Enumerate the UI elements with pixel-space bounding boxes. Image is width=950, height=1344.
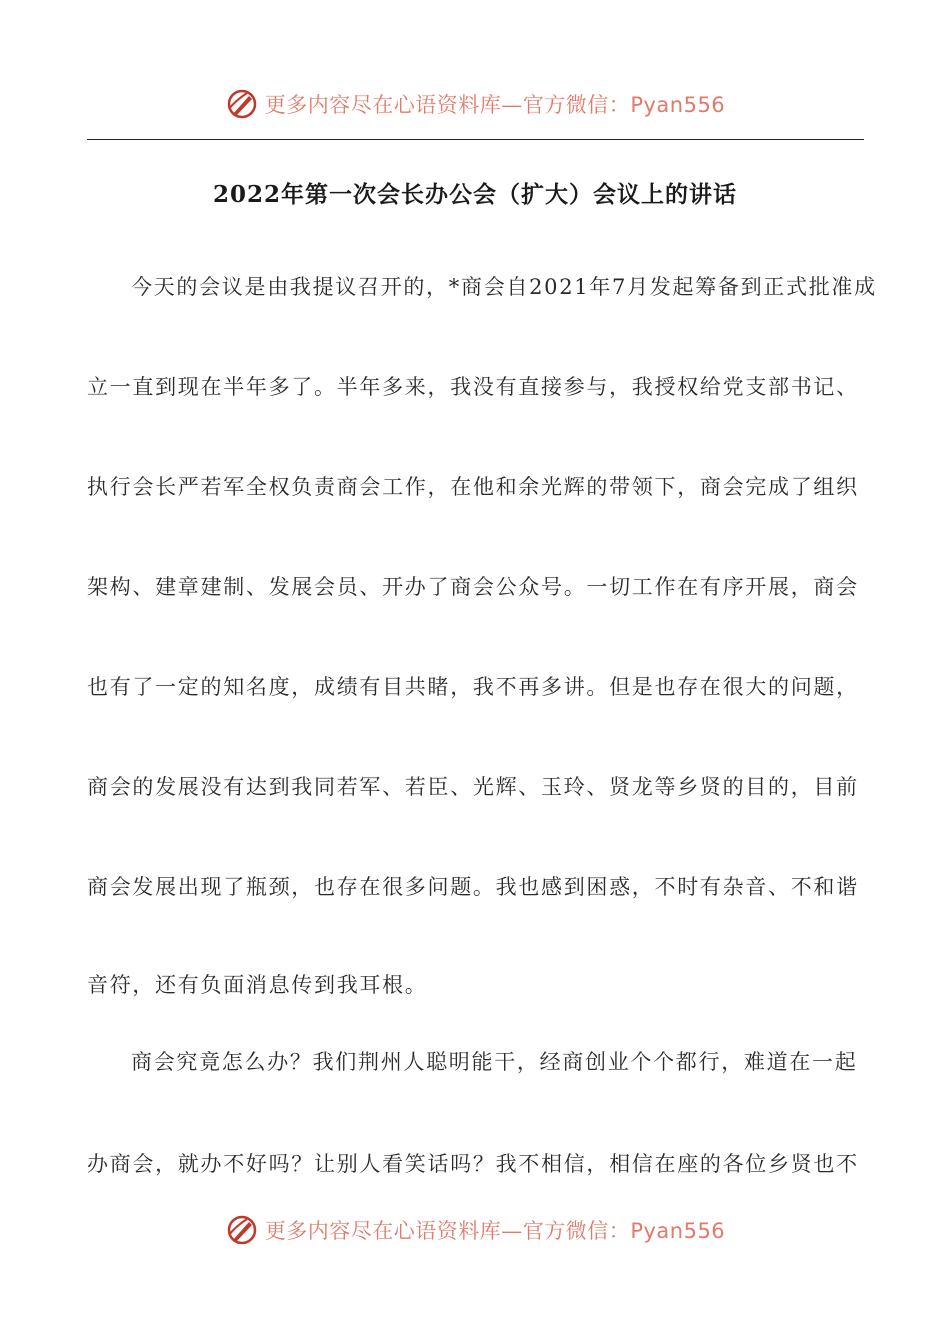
footer-banner-main: 更多内容尽在心语资料库—官方微信：	[264, 1219, 631, 1243]
pen-logo-icon	[225, 87, 259, 121]
paragraph-line: 也有了一定的知名度，成绩有目共睹，我不再多讲。但是也存在很大的问题，	[87, 675, 859, 699]
footer-banner-id: Pyan556	[630, 1219, 726, 1243]
paragraph-line: 执行会长严若军全权负责商会工作，在他和余光辉的带领下，商会完成了组织	[87, 475, 859, 499]
paragraph-line: 音符，还有负面消息传到我耳根。	[87, 973, 428, 997]
header-banner-main: 更多内容尽在心语资料库—官方微信：	[264, 93, 631, 117]
paragraph-line: 办商会，就办不好吗？让别人看笑话吗？我不相信，相信在座的各位乡贤也不	[87, 1152, 859, 1176]
paragraph-line: 商会究竟怎么办？我们荆州人聪明能干，经商创业个个都行，难道在一起	[131, 1050, 858, 1074]
header-banner	[0, 82, 950, 126]
paragraph-line: 商会的发展没有达到我同若军、若臣、光辉、玉玲、贤龙等乡贤的目的，目前	[87, 775, 859, 799]
paragraph-line: 商会发展出现了瓶颈，也存在很多问题。我也感到困惑，不时有杂音、不和谐	[87, 875, 859, 899]
paragraph-line: 架构、建章建制、发展会员、开办了商会公众号。一切工作在有序开展，商会	[87, 575, 859, 599]
paragraph-line: 今天的会议是由我提议召开的，*商会自2021年7月发起筹备到正式批准成	[131, 275, 877, 299]
footer-banner-text	[265, 1215, 725, 1245]
document-title: 2022年第一次会长办公会（扩大）会议上的讲话	[212, 181, 737, 208]
header-divider	[87, 139, 864, 140]
pen-logo-icon	[225, 1213, 259, 1247]
paragraph-line: 立一直到现在半年多了。半年多来，我没有直接参与，我授权给党支部书记、	[87, 375, 859, 399]
footer-banner	[0, 1208, 950, 1252]
header-banner-text	[265, 89, 725, 119]
header-banner-id: Pyan556	[630, 93, 726, 117]
